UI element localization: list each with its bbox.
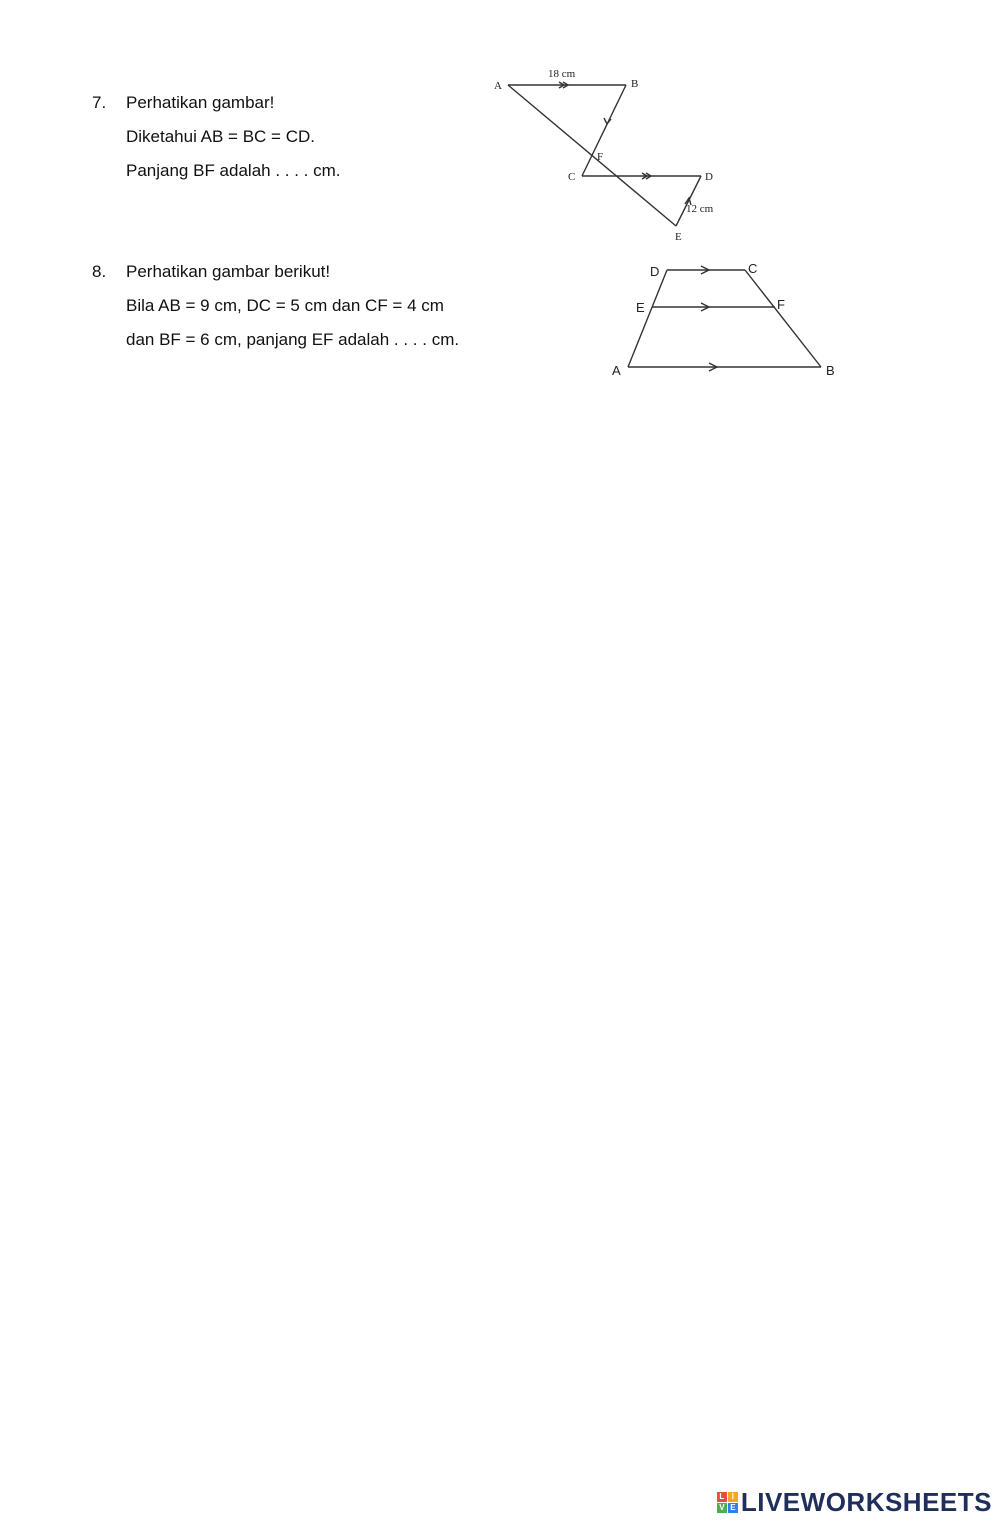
- label-c: C: [568, 171, 576, 183]
- question-number: 7.: [92, 93, 107, 112]
- logo-badge-letter: E: [728, 1503, 738, 1513]
- segment-ae: [508, 85, 676, 226]
- label-d: D: [705, 171, 713, 183]
- logo-badge-letter: L: [717, 1492, 727, 1502]
- label-a: A: [612, 363, 621, 378]
- segment-de: [676, 176, 701, 226]
- figure-7-triangles: [485, 62, 735, 247]
- question-line: Panjang BF adalah . . . . cm.: [126, 161, 341, 180]
- label-c: C: [748, 261, 758, 276]
- question-line: Perhatikan gambar berikut!: [126, 262, 331, 281]
- measure-ab: 18 cm: [548, 68, 576, 80]
- question-line: dan BF = 6 cm, panjang EF adalah . . . . cm.: [126, 330, 460, 349]
- label-f: F: [777, 297, 785, 312]
- question-number: 8.: [92, 262, 107, 281]
- question-line: Perhatikan gambar!: [126, 93, 275, 112]
- label-e: E: [675, 231, 682, 243]
- segment-cb: [745, 270, 821, 367]
- label-b: B: [631, 78, 639, 90]
- liveworksheets-logo: [717, 1487, 992, 1518]
- label-d: D: [650, 264, 660, 279]
- logo-text: LIVEWORKSHEETS: [740, 1487, 992, 1517]
- question-line: Bila AB = 9 cm, DC = 5 cm dan CF = 4 cm: [126, 296, 444, 315]
- question-line: Diketahui AB = BC = CD.: [126, 127, 315, 146]
- logo-badge-letter: I: [728, 1492, 738, 1502]
- label-f: F: [597, 151, 604, 163]
- segment-bc: [582, 85, 626, 176]
- logo-badge-letter: V: [717, 1503, 727, 1513]
- segment-da: [628, 270, 667, 367]
- measure-de: 12 cm: [686, 203, 714, 215]
- figure-8-trapezoid: [605, 258, 845, 383]
- label-e: E: [636, 300, 645, 315]
- label-a: A: [494, 80, 502, 92]
- label-b: B: [826, 363, 835, 378]
- logo-badge-icon: [717, 1492, 738, 1513]
